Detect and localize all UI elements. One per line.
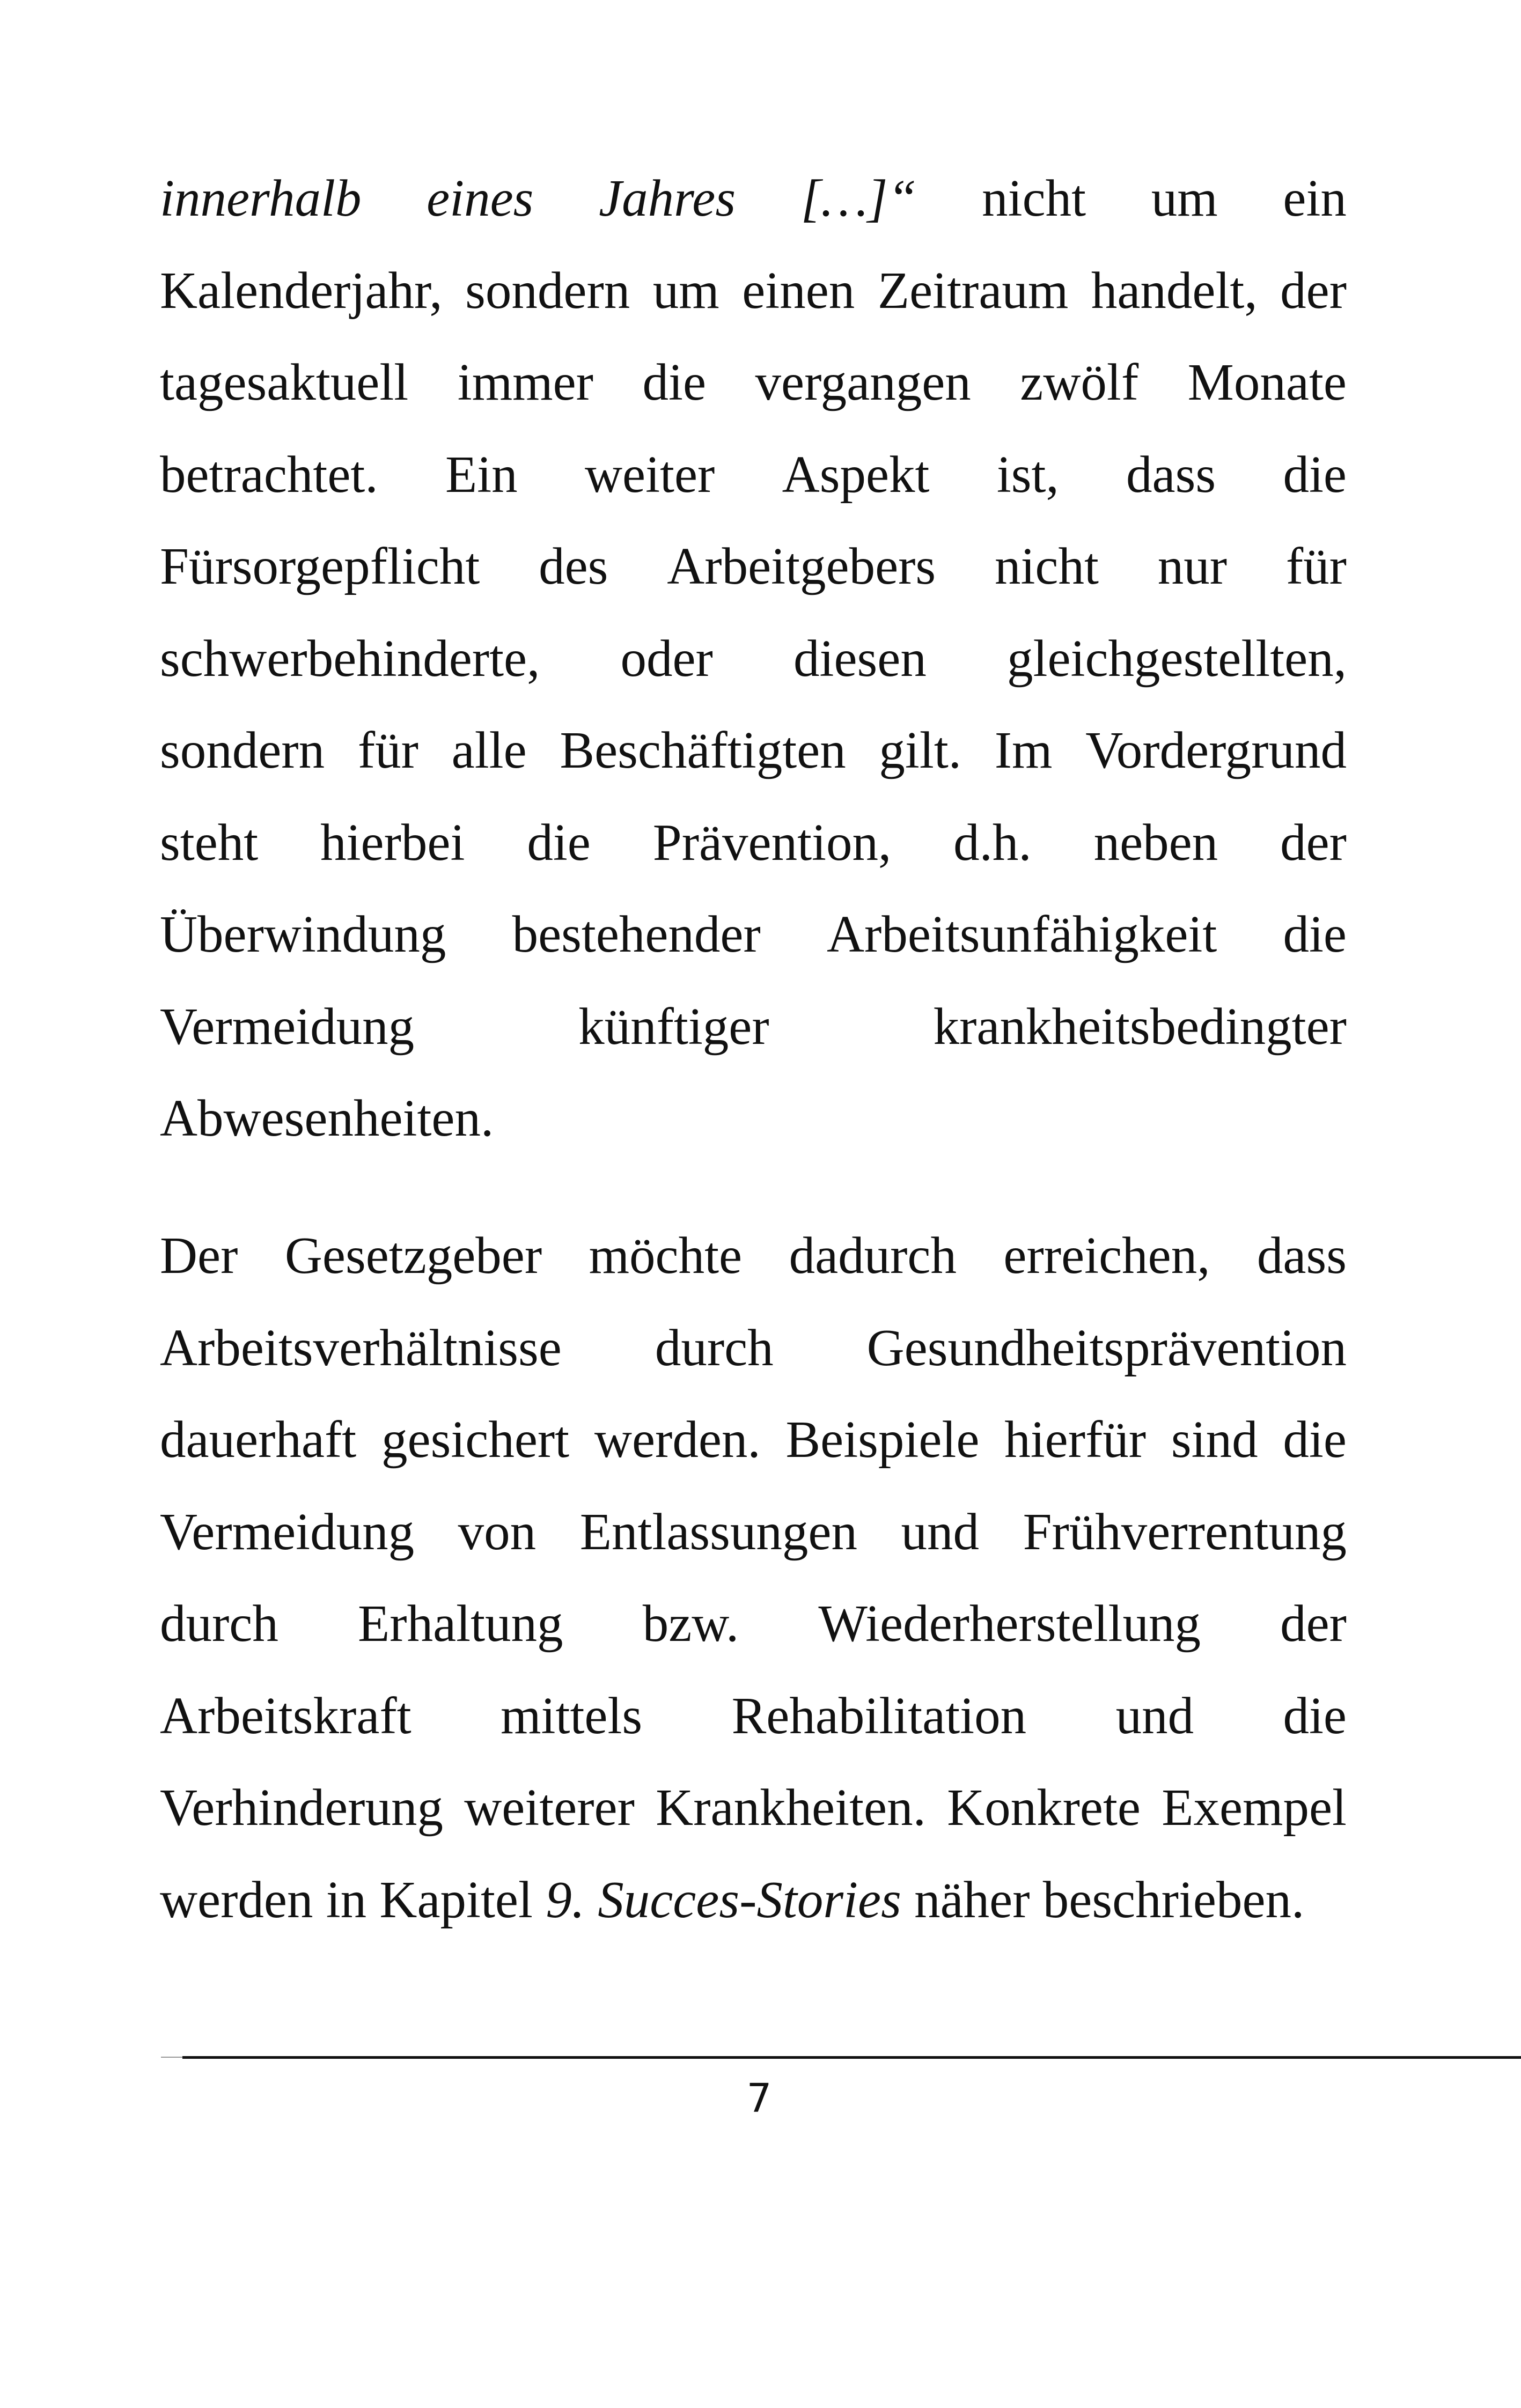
word: zwölf [1020,354,1139,411]
word: nicht [982,170,1086,227]
text-line [160,1578,1347,1670]
word: Arbeitsverhältnisse [160,1319,562,1376]
text-line [160,1670,1347,1762]
word: ein [1283,170,1347,227]
word: werden. [594,1411,761,1468]
word: Konkrete [947,1779,1141,1836]
word: dass [1257,1227,1347,1284]
word: mittels [501,1687,643,1744]
word: in [326,1871,367,1928]
word: Fürsorgepflicht [160,537,480,595]
word: Arbeitskraft [160,1687,412,1744]
word: Aspekt [782,445,930,503]
word: Gesundheitsprävention [866,1319,1347,1376]
word: schwerbehinderte, [160,629,540,687]
word: eines [427,170,534,227]
body-paragraph-1 [160,152,1347,1165]
word: 9. Succes-Stories [546,1871,901,1928]
word: künftiger [578,997,769,1055]
word: sondern [465,261,630,319]
word: die [1283,445,1347,503]
word: oder [620,629,713,687]
word: gleichgestellten, [1007,629,1347,687]
word: Abwesenheiten. [160,1089,494,1147]
word: handelt, [1091,261,1258,319]
word: und [901,1503,980,1560]
text-line [160,1762,1347,1854]
word: Frühverrentung [1023,1503,1347,1560]
text-line [160,1072,1347,1165]
word: Wiederherstellung [818,1595,1201,1652]
word: gesichert [381,1411,570,1468]
word: für [1285,537,1347,595]
word: Kapitel [379,1871,533,1928]
text-line [160,1302,1347,1394]
word: für [357,721,418,779]
word: alle [451,721,527,779]
word: Vermeidung [160,1503,415,1560]
word: hierbei [320,813,465,871]
word: neben [1093,813,1218,871]
text-line [160,1486,1347,1578]
word: durch [160,1595,278,1652]
text-line [160,613,1347,705]
word: Verhinderung [160,1779,443,1836]
word: Kalenderjahr, [160,261,443,319]
word: Entlassungen [579,1503,857,1560]
word: weiter [584,445,715,503]
word: nur [1157,537,1228,595]
word: tagesaktuell [160,354,409,411]
word: d.h. [953,813,1032,871]
word: der [1280,1595,1347,1652]
word: Vermeidung [160,997,415,1055]
word: erreichen, [1003,1227,1210,1284]
word: Arbeitsunfähigkeit [826,905,1217,963]
word: durch [655,1319,774,1376]
word: Überwindung [160,905,446,963]
word: Zeitraum [877,261,1069,319]
text-line [160,704,1347,797]
text-line [160,520,1347,613]
text-line [160,245,1347,337]
text-line [160,888,1347,981]
word: Der [160,1227,238,1284]
footer-rule [182,2056,1521,2059]
word: nicht [994,537,1099,595]
word: des [539,537,608,595]
word: bzw. [642,1595,739,1652]
word: von [458,1503,537,1560]
word: Gesetzgeber [284,1227,542,1284]
word: Erhaltung [358,1595,563,1652]
footer-rule-start [161,2057,185,2058]
word: die [1283,1687,1347,1744]
text-line [160,797,1347,889]
word: beschrieben. [1042,1871,1305,1928]
text-line [160,981,1347,1073]
word: der [1280,261,1347,319]
word: Krankheiten. [656,1779,926,1836]
word: Arbeitgebers [667,537,936,595]
body-paragraph-2 [160,1210,1347,1946]
word: steht [160,813,259,871]
word: möchte [589,1227,743,1284]
word: näher [914,1871,1030,1928]
word: die [1283,905,1347,963]
text-line [160,1210,1347,1302]
text-line [160,429,1347,521]
word: und [1115,1687,1194,1744]
word: einen [742,261,855,319]
word: die [1283,1411,1347,1468]
word: vergangen [755,354,971,411]
word: werden [160,1871,313,1928]
word: die [642,354,707,411]
word: Jahres [599,170,736,227]
word: Vordergrund [1085,721,1347,779]
word: Prävention, [652,813,892,871]
word: Exempel [1162,1779,1347,1836]
text-line [160,336,1347,429]
word: immer [457,354,593,411]
word: ist, [996,445,1059,503]
word: diesen [793,629,927,687]
word: […]“ [800,170,917,227]
word: Im [994,721,1053,779]
word: gilt. [879,721,962,779]
word: innerhalb [160,170,362,227]
text-line [160,152,1347,245]
text-line [160,1854,1347,1946]
word: Rehabilitation [731,1687,1027,1744]
word: die [527,813,591,871]
word: Beschäftigten [560,721,846,779]
word: bestehender [512,905,761,963]
word: der [1280,813,1347,871]
word: Beispiele [785,1411,980,1468]
word: hierfür [1004,1411,1147,1468]
word: Ein [445,445,518,503]
word: dauerhaft [160,1411,357,1468]
word: Monate [1187,354,1347,411]
word: betrachtet. [160,445,378,503]
text-line [160,1394,1347,1486]
page-number: 7 [746,2075,772,2122]
word: dass [1126,445,1216,503]
word: dadurch [789,1227,957,1284]
word: sind [1171,1411,1258,1468]
word: krankheitsbedingter [933,997,1347,1055]
word: weiterer [464,1779,635,1836]
word: um [652,261,719,319]
word: sondern [160,721,325,779]
word: um [1151,170,1218,227]
